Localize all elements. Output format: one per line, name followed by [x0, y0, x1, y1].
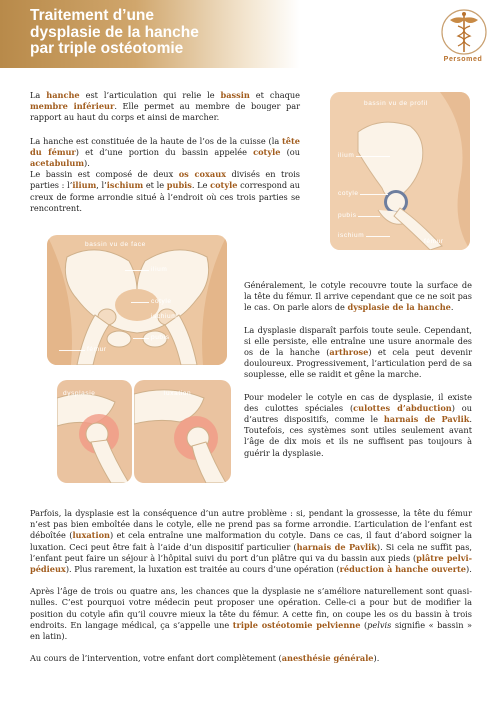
front-leader-cotyle — [131, 302, 149, 303]
profile-label-femur: fémur — [424, 238, 444, 245]
front-leader-pubis — [133, 338, 149, 339]
front-label-cotyle: cotyle — [151, 298, 172, 305]
paragraph-anesthesie: Au cours de l’intervention, votre enfant dort complètement (anesthésie générale). — [30, 653, 380, 664]
page-header — [0, 0, 500, 68]
pelvis-front-figure — [47, 235, 227, 365]
front-label-femur: fémur — [87, 346, 107, 353]
profile-leader-ischium — [366, 236, 390, 237]
paragraph-dispositifs: Pour modeler le cotyle en cas de dysplasie, il existe des culottes spéciales (culottes d’abduction) ou d’autres dispositifs, comme le harnais de Pavlik. Toutefois, ces systèmes sont utiles seulement avant l’âge de dix mois et ils ne suffisent pas toujours à guérir la dysplasie. — [244, 391, 472, 458]
profile-leader-pubis — [358, 216, 380, 217]
profile-leader-cotyle — [360, 194, 388, 195]
front-label-ischium: ischium — [151, 313, 178, 320]
front-label-ilium: ilium — [151, 266, 168, 273]
pelvis-profile-figure — [330, 92, 470, 250]
profile-title: bassin vu de profil — [364, 100, 428, 107]
traitement-text — [30, 508, 472, 664]
paragraph-constitution: La hanche est constituée de la haute de l’os de la cuisse (la tête du fémur) et d’une portion du bassin appelée cotyle (ou acetabulum). — [30, 135, 300, 169]
luxation-title: luxation — [164, 390, 192, 397]
front-title: bassin vu de face — [85, 241, 146, 248]
paragraph-luxation: Parfois, la dysplasie est la conséquence d’un autre problème : si, pendant la grossesse, la tête du fémur n’est pas bien emboîtée dans le cotyle, elle ne prend pas sa forme arrondie. L’articulation de l’enfant est déboîtée (luxation) et cela entraîne une malformation du cotyle. Dans ce cas, il faut d’abord soigner la luxation. Ceci peut être fait à l’aide d’un dispositif particulier (harnais de Pavlik). Si cela ne suffit pas, l’enfant peut faire un séjour à l’hôpital suivi du port d’un plâtre qui va du bassin aux pieds (plâtre pelvi-pédieux). Plus rarement, la luxation est traitée au cours d’une opération (réduction à hanche ouverte). — [30, 508, 473, 575]
logo-name: Persomed — [443, 56, 483, 63]
profile-label-pubis: pubis — [338, 212, 357, 219]
paragraph-osteotomie: Après l’âge de trois ou quatre ans, les chances que la dysplasie ne s’améliore naturellement sont quasi-nulles. C’est pourquoi votre médecin peut proposer une opération. Celle-ci a pour but de modifier la position du cotyle afin qu’il couvre mieux la tête du fémur. A cette fin, on coupe les os du bassin à trois endroits. En langage médical, ça s’appelle une triple ostéotomie pelvienne (pelvis signifie « bassin » en latin). — [30, 586, 473, 642]
dysplasie-title: dysplasie — [63, 390, 96, 397]
profile-label-ilium: ilium — [338, 152, 355, 159]
dysplasie-text — [244, 280, 472, 459]
page-title: Traitement d’une dysplasie de la hanche par triple ostéotomie — [30, 7, 199, 57]
profile-label-ischium: ischium — [338, 232, 365, 239]
paragraph-evolution: La dysplasie disparaît parfois toute seule. Cependant, si elle persiste, elle entraîne une usure anormale des os de la hanche (arthrose) et cela peut devenir douloureux. Progressivement, l’articulation perd de sa souplesse, elle se raidit et gêne la marche. — [244, 324, 472, 380]
luxation-figure — [134, 380, 231, 483]
front-leader-femur — [59, 350, 85, 351]
paragraph-hanche: La hanche est l’articulation qui relie le bassin et chaque membre inférieur. Elle permet au membre de bouger par rapport au haut du corps et ainsi de marcher. — [30, 90, 301, 123]
intro-text — [30, 90, 300, 214]
front-label-pubis: pubis — [151, 334, 170, 341]
profile-leader-ilium — [356, 156, 390, 157]
profile-label-cotyle: cotyle — [338, 190, 359, 197]
dysplasie-figure — [57, 380, 132, 483]
paragraph-definition: Généralement, le cotyle recouvre toute la surface de la tête du fémur. Il arrive cependant que ce ne soit pas le cas. On parle alors de dysplasie de la hanche. — [244, 280, 472, 313]
front-leader-ilium — [125, 270, 149, 271]
paragraph-bassin: Le bassin est composé de deux os coxaux divisés en trois parties : l’ilium, l’ischium et le pubis. Le cotyle correspond au creux de forme arrondie situé à l’endroit où ces trois parties se rencontrent. — [30, 169, 301, 213]
pelvis-front-illustration — [47, 235, 227, 365]
pelvis-profile-illustration — [330, 92, 470, 250]
